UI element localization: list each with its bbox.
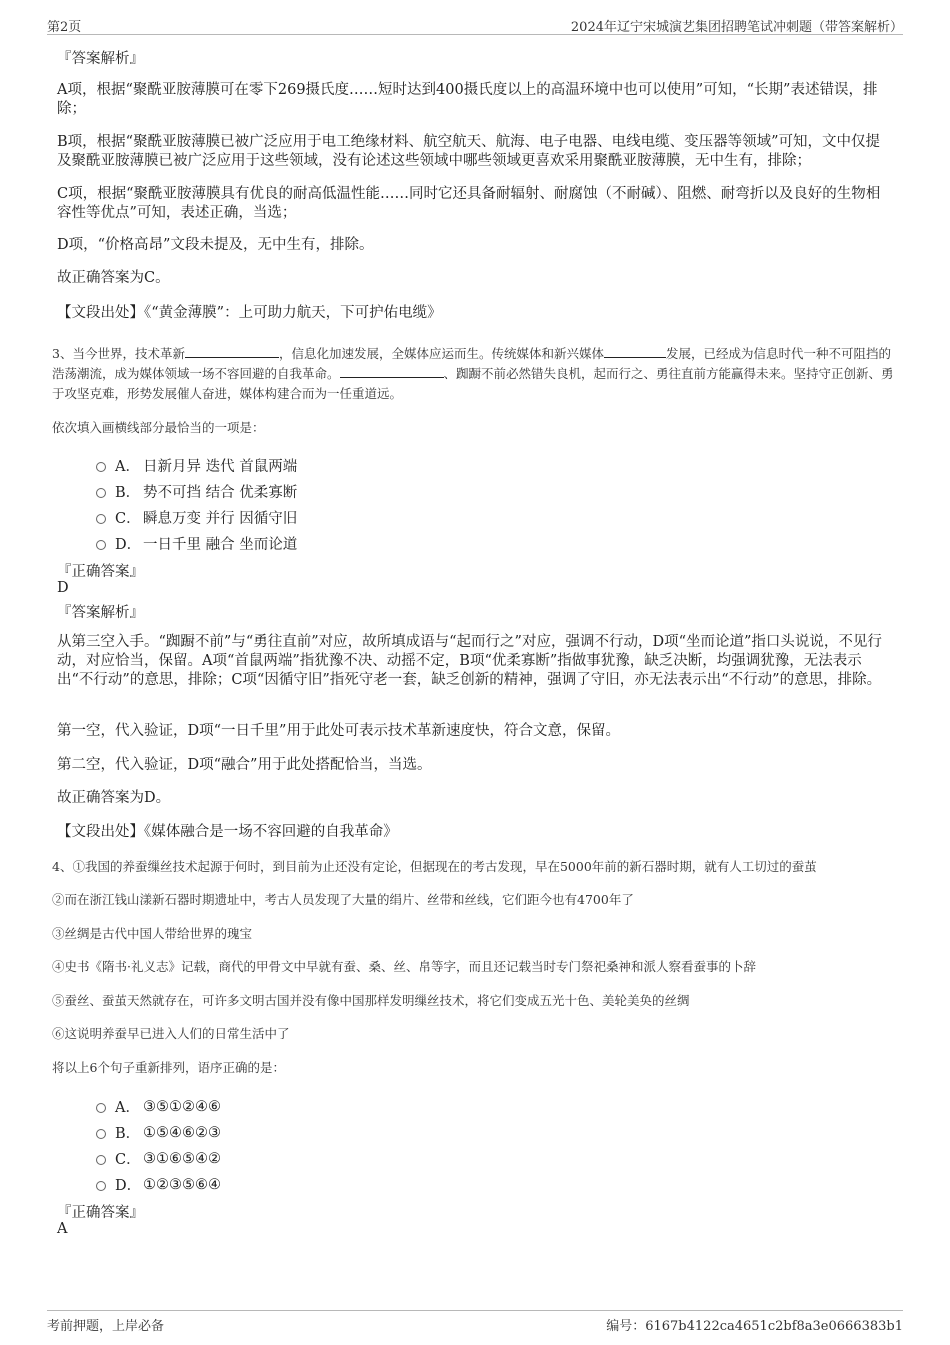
option-a[interactable]: A． ③⑤①②④⑥ xyxy=(96,1096,221,1117)
sentence-1: 4、①我国的养蚕缫丝技术起源于何时，到目前为止还没有定论，但据现在的考古发现，早在5000年前的新石器时期，就有人工切过的蚕茧 xyxy=(52,859,817,874)
correct-answer-heading: 『正确答案』 xyxy=(57,564,144,580)
analysis-paragraph: C项，根据“聚酰亚胺薄膜具有优良的耐高低温性能……同时它还具备耐辐射、耐腐蚀（不耐碱）、阻燃、耐弯折以及良好的生物相容性等优点”可知，表述正确，当选； xyxy=(57,186,881,221)
analysis-heading: 『答案解析』 xyxy=(57,51,144,67)
radio-icon[interactable] xyxy=(96,462,106,472)
radio-icon[interactable] xyxy=(96,1181,106,1191)
analysis-conclusion: 故正确答案为D。 xyxy=(57,790,171,806)
radio-icon[interactable] xyxy=(96,514,106,524)
option-a[interactable]: A． 日新月异 迭代 首鼠两端 xyxy=(96,455,297,476)
source-citation: 【文段出处】《媒体融合是一场不容回避的自我革命》 xyxy=(57,824,398,840)
analysis-heading: 『答案解析』 xyxy=(57,605,144,621)
sentence-3: ③丝绸是古代中国人带给世界的瑰宝 xyxy=(52,926,253,941)
question-prompt: 依次填入画横线部分最恰当的一项是： xyxy=(52,420,265,435)
option-c[interactable]: C． 瞬息万变 并行 因循守旧 xyxy=(96,507,297,528)
question-stem: 3、当今世界，技术革新 ，信息化加速发展，全媒体应运而生。传统媒体和新兴媒体 发展，已经成为信息时代一种不可阻挡的浩荡潮流，成为媒体领域一场不容回避的自我革命。 、踟蹰不前必然错失良机，起而行之、勇往直前方能赢得未来。坚持守正创新、勇于攻坚克难，形势发展催人奋进，媒体构建合而为一任重道远。 xyxy=(52,346,894,401)
fill-blank xyxy=(340,365,444,378)
option-c[interactable]: C． ③①⑥⑤④② xyxy=(96,1148,221,1169)
document-title: 2024年辽宁宋城演艺集团招聘笔试冲刺题（带答案解析） xyxy=(570,20,903,35)
radio-icon[interactable] xyxy=(96,488,106,498)
analysis-paragraph: B项，根据“聚酰亚胺薄膜已被广泛应用于电工绝缘材料、航空航天、航海、电子电器、电线电缆、变压器等领域”可知，文中仅提及聚酰亚胺薄膜已被广泛应用于这些领域，没有论述这些领域中哪些领域更喜欢采用聚酰亚胺薄膜，无中生有，排除； xyxy=(57,134,880,169)
fill-blank xyxy=(185,345,279,358)
radio-icon[interactable] xyxy=(96,1103,106,1113)
sentence-5: ⑤蚕丝、蚕茧天然就存在，可许多文明古国并没有像中国那样发明缫丝技术，将它们变成五光十色、美轮美奂的丝绸 xyxy=(52,993,690,1008)
page-footer xyxy=(47,1310,903,1335)
source-citation: 【文段出处】《“黄金薄膜”：上可助力航天，下可护佑电缆》 xyxy=(57,305,442,321)
option-d[interactable]: D． 一日千里 融合 坐而论道 xyxy=(96,533,297,554)
radio-icon[interactable] xyxy=(96,1129,106,1139)
sentence-6: ⑥这说明养蚕早已进入人们的日常生活中了 xyxy=(52,1026,290,1041)
sentence-2: ②而在浙江钱山漾新石器时期遗址中，考古人员发现了大量的绢片、丝带和丝线，它们距今也有4700年了 xyxy=(52,892,634,907)
page-number: 第2页 xyxy=(47,20,82,35)
correct-answer: D xyxy=(57,580,69,596)
document-code: 编号：6167b4122ca4651c2bf8a3e0666383b1 xyxy=(606,1319,903,1334)
correct-answer-heading: 『正确答案』 xyxy=(57,1205,144,1221)
page-header xyxy=(47,14,903,35)
radio-icon[interactable] xyxy=(96,540,106,550)
analysis-paragraph: 从第三空入手。“踟蹰不前”与“勇往直前”对应，故所填成语与“起而行之”对应，强调不行动，D项“坐而论道”指口头说说，不见行动，对应恰当，保留。A项“首鼠两端”指犹豫不决、动摇不定，B项“优柔寡断”指做事犹豫，缺乏决断，均强调犹豫，无法表示出“不行动”的意思，排除；C项“因循守旧”指死守老一套，缺乏创新的精神，强调了守旧，亦无法表示出“不行动”的意思，排除。 xyxy=(57,634,882,688)
footer-slogan: 考前押题，上岸必备 xyxy=(47,1319,165,1334)
option-b[interactable]: B． 势不可挡 结合 优柔寡断 xyxy=(96,481,297,502)
analysis-conclusion: 故正确答案为C。 xyxy=(57,270,170,286)
analysis-paragraph: A项，根据“聚酰亚胺薄膜可在零下269摄氏度……短时达到400摄氏度以上的高温环境中也可以使用”可知，“长期”表述错误，排除； xyxy=(57,82,878,117)
analysis-paragraph: D项，“价格高昂”文段未提及，无中生有，排除。 xyxy=(57,237,374,253)
correct-answer: A xyxy=(57,1221,68,1237)
sentence-4: ④史书《隋书·礼义志》记载，商代的甲骨文中早就有蚕、桑、丝、帛等字，而且还记载当时专门祭祀桑神和派人察看蚕事的卜辞 xyxy=(52,959,756,974)
radio-icon[interactable] xyxy=(96,1155,106,1165)
option-d[interactable]: D． ①②③⑤⑥④ xyxy=(96,1174,221,1195)
analysis-paragraph: 第一空，代入验证，D项“一日千里”用于此处可表示技术革新速度快，符合文意，保留。 xyxy=(57,723,620,739)
question-prompt: 将以上6个句子重新排列，语序正确的是： xyxy=(52,1060,285,1075)
fill-blank xyxy=(604,345,666,358)
option-b[interactable]: B． ①⑤④⑥②③ xyxy=(96,1122,221,1143)
analysis-paragraph: 第二空，代入验证，D项“融合”用于此处搭配恰当，当选。 xyxy=(57,757,432,773)
